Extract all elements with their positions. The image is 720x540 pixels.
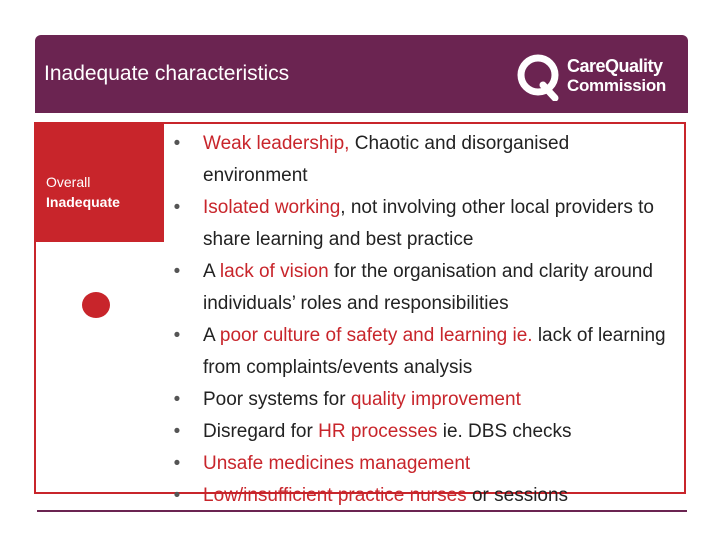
- bullet-icon: •: [173, 389, 181, 410]
- bullet-icon: •: [173, 421, 181, 442]
- list-item: • Weak leadership, Chaotic and disorganised environment: [167, 128, 667, 192]
- highlight-text: Unsafe medicines management: [203, 453, 471, 474]
- highlight-text: quality improvement: [350, 389, 521, 410]
- list-item: [167, 448, 667, 480]
- logo-line2: Commission: [567, 76, 667, 95]
- characteristics-list: [167, 128, 667, 512]
- list-item: • Low/insufficient practice nurses or sessions: [167, 480, 667, 512]
- list-item: • Isolated working, not involving other local providers to share learning and best practice: [167, 192, 667, 256]
- bullet-icon: •: [173, 133, 181, 154]
- list-item: • A poor culture of safety and learning ie. lack of learning from complaints/events analysis: [167, 320, 667, 384]
- bullet-icon: •: [173, 325, 181, 346]
- logo-wordmark: [567, 57, 666, 95]
- rating-box: [36, 124, 164, 242]
- bullet-icon: •: [173, 485, 181, 506]
- list-item: • Disregard for HR processes ie. DBS checks: [167, 416, 667, 448]
- cqc-logo: [513, 48, 683, 104]
- list-item: • Poor systems for quality improvement: [167, 384, 667, 416]
- highlight-text: HR processes: [318, 421, 438, 442]
- cqc-logo-icon: [513, 51, 563, 101]
- highlight-text: Weak leadership,: [203, 133, 350, 154]
- highlight-text: Low/insufficient practice nurses: [203, 485, 467, 506]
- bullet-icon: •: [173, 261, 181, 282]
- rating-dot-icon: [82, 292, 110, 318]
- rating-overall-label: Overall: [46, 174, 91, 190]
- bullet-icon: •: [173, 197, 181, 218]
- logo-line1: CareQuality: [567, 56, 663, 76]
- rating-value: Inadequate: [46, 194, 120, 210]
- bullet-icon: •: [173, 453, 181, 474]
- slide-header: [35, 35, 688, 113]
- highlight-text: Isolated working: [203, 197, 341, 218]
- footer-divider: [37, 510, 687, 512]
- highlight-text: poor culture of safety and learning ie.: [219, 325, 533, 346]
- slide-title: Inadequate characteristics: [44, 62, 290, 85]
- highlight-text: lack of vision: [219, 261, 329, 282]
- list-item: • A lack of vision for the organisation and clarity around individuals’ roles and responsibilities: [167, 256, 667, 320]
